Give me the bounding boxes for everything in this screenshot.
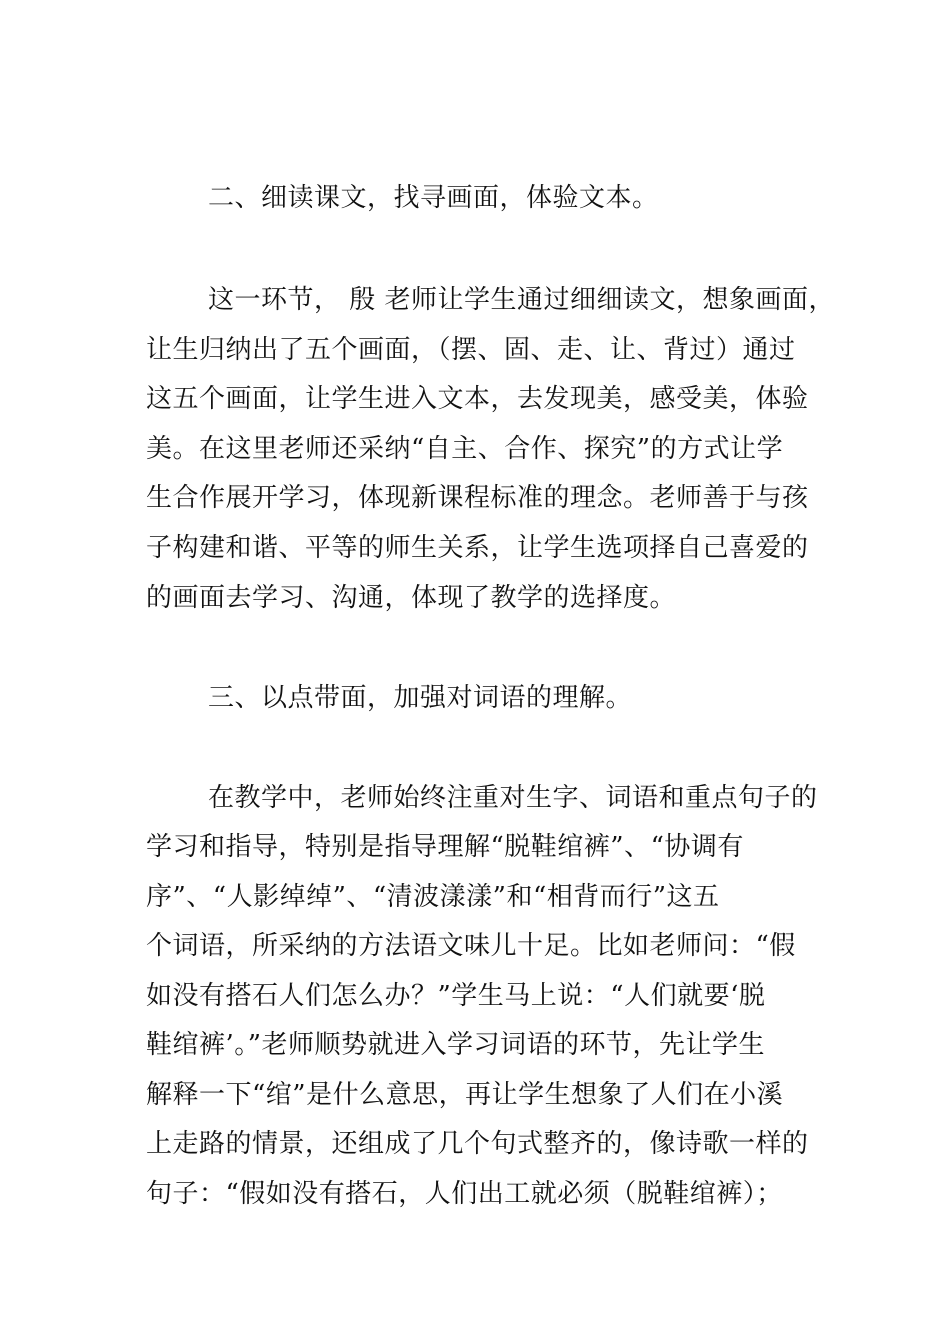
paragraph-line: 子构建和谐、平等的师生关系，让学生选项择自己喜爱的 <box>146 533 809 563</box>
section-heading-3: 三、以点带面，加强对词语的理解。 <box>208 683 633 713</box>
paragraph-line: 上走路的情景，还组成了几个句式整齐的，像诗歌一样的 <box>146 1129 809 1159</box>
paragraph-line: 学习和指导，特别是指导理解“脱鞋绾裤”、“协调有 <box>146 832 744 862</box>
paragraph-line: 美。在这里老师还采纳“自主、合作、探究”的方式让学 <box>146 434 784 464</box>
paragraph-line: 鞋绾裤’。”老师顺势就进入学习词语的环节，先让学生 <box>146 1030 766 1060</box>
paragraph-line: 在教学中，老师始终注重对生字、词语和重点句子的 <box>208 783 818 813</box>
paragraph-line: 序”、“人影绰绰”、“清波漾漾”和“相背而行”这五 <box>146 882 720 912</box>
paragraph-line: 这五个画面，让学生进入文本，去发现美，感受美，体验 <box>146 384 809 414</box>
paragraph-line: 生合作展开学习，体现新课程标准的理念。老师善于与孩 <box>146 483 809 513</box>
paragraph-line: 句子：“假如没有搭石，人们出工就必须（脱鞋绾裤）； <box>146 1179 783 1209</box>
paragraph-line: 让生归纳出了五个画面，（摆、固、走、让、背过）通过 <box>146 335 796 365</box>
paragraph-line: 的画面去学习、沟通，体现了教学的选择度。 <box>146 583 677 613</box>
paragraph-line: 如没有搭石人们怎么办？”学生马上说：“人们就要‘脱 <box>146 981 766 1011</box>
section-heading-2: 二、细读课文，找寻画面，体验文本。 <box>208 183 659 213</box>
paragraph-line: 解释一下“绾”是什么意思，再让学生想象了人们在小溪 <box>146 1080 784 1110</box>
paragraph-line: 这一环节， 殷 老师让学生通过细细读文，想象画面， <box>208 285 836 315</box>
paragraph-line: 个词语，所采纳的方法语文味儿十足。比如老师问：“假 <box>146 931 796 961</box>
